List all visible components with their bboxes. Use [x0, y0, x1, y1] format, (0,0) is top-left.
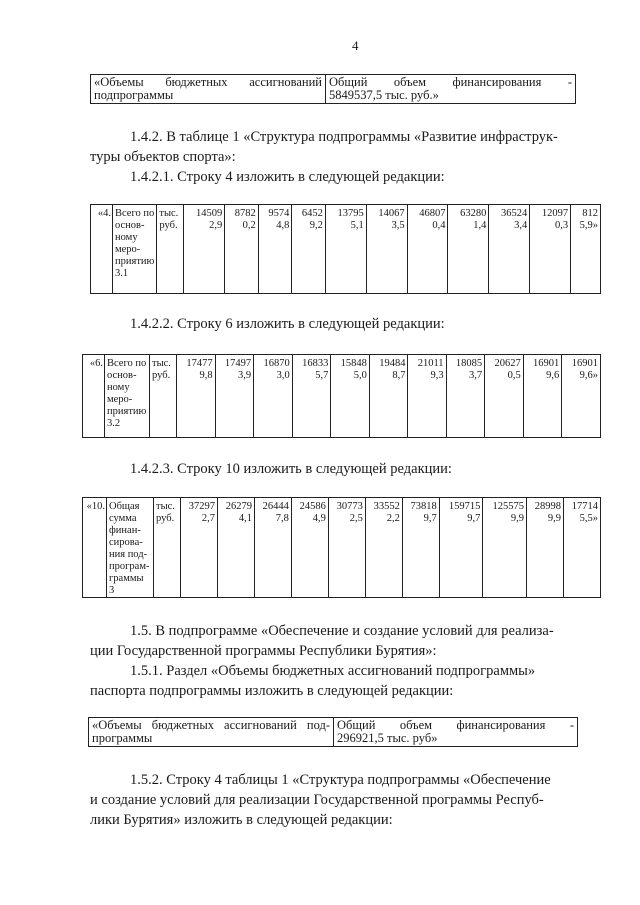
- cell-line: Общая: [109, 501, 140, 512]
- row6-value-cell: [523, 355, 562, 438]
- value-main: 6452: [301, 208, 323, 219]
- value-tail: 2,9: [209, 220, 223, 231]
- budget-value-line2: 5849537,5 тыс. руб.»: [329, 88, 439, 102]
- cell-line: граммы 3: [109, 573, 144, 596]
- row10: [83, 498, 601, 598]
- row4-value-cell: [366, 205, 407, 294]
- value-main: 19484: [379, 358, 406, 369]
- value-main: 28998: [534, 501, 561, 512]
- row4-value-cell: [407, 205, 448, 294]
- cell-line: сумма: [109, 513, 137, 524]
- para-1-5-2-line3: лики Бурятия» изложить в следующей редакции:: [90, 812, 393, 828]
- row10-value-cell: [291, 498, 328, 598]
- cell-line: приятию: [107, 406, 147, 417]
- budget-value-line1: Общий объем финансирования -: [329, 75, 572, 89]
- value-tail: 2,5: [349, 513, 363, 524]
- page-number: 4: [352, 38, 359, 53]
- row10-value-cell: [181, 498, 218, 598]
- value-tail: 0,4: [432, 220, 446, 231]
- value-main: 30773: [336, 501, 363, 512]
- value-main: 17714: [571, 501, 598, 512]
- row10-value-cell: [402, 498, 439, 598]
- row10-value-cell: [254, 498, 291, 598]
- cell-line: руб.: [159, 220, 178, 231]
- para-1-4-2-line1: 1.4.2. В таблице 1 «Структура подпрограммы «Развитие инфраструк-: [130, 129, 558, 145]
- value-main: 21011: [417, 358, 444, 369]
- row6-value-cell: [254, 355, 293, 438]
- cell-line: руб.: [152, 370, 171, 381]
- cell-line: програм-: [109, 561, 150, 572]
- cell-line: приятию: [115, 256, 155, 267]
- value-tail: 9,8: [199, 370, 213, 381]
- cell-line: финан-: [109, 525, 141, 536]
- value-main: 26279: [225, 501, 252, 512]
- cell-line: тыс.: [152, 358, 171, 369]
- row4-value-cell: [258, 205, 292, 294]
- value-main: 12097: [541, 208, 569, 219]
- value-tail: 5,1: [350, 220, 364, 231]
- value-tail: 9,6»: [579, 370, 598, 381]
- row4-table: [90, 204, 601, 294]
- value-tail: 2,7: [201, 513, 215, 524]
- cell-line: меро-: [115, 244, 141, 255]
- value-main: 24586: [299, 501, 326, 512]
- para-1-5-line2: ции Государственной программы Республики Бурятия»:: [90, 643, 437, 659]
- value-main: 14067: [378, 208, 405, 219]
- value-tail: 1,4: [473, 220, 487, 231]
- para-1-5-2-line1: 1.5.2. Строку 4 таблицы 1 «Структура подпрограммы «Обеспечение: [130, 772, 551, 788]
- budget2-label-line1: «Объемы бюджетных ассигнований под-: [92, 718, 330, 732]
- value-tail: 4,8: [276, 220, 290, 231]
- value-tail: 9,3: [430, 370, 444, 381]
- row6-value-cell: [408, 355, 446, 438]
- value-main: 15848: [340, 358, 367, 369]
- cell-line: тыс.: [156, 501, 175, 512]
- value-tail: 3,5: [391, 220, 405, 231]
- value-tail: 9,7: [423, 513, 437, 524]
- row10-table: [82, 497, 601, 598]
- value-main: 13795: [337, 208, 364, 219]
- row10-unit: [154, 498, 181, 598]
- row10-value-cell: [365, 498, 402, 598]
- budget2-value-cell: [334, 718, 578, 747]
- row4-value-cell: [184, 205, 225, 294]
- value-main: 125575: [492, 501, 524, 512]
- row4-value-cell: [571, 205, 601, 294]
- cell-line: руб.: [156, 513, 175, 524]
- budget-table-sport: [90, 74, 576, 104]
- row10-value-cell: [328, 498, 365, 598]
- row10-value-cell: [527, 498, 564, 598]
- cell-line: ному: [115, 232, 138, 243]
- cell-line: ния под-: [109, 549, 148, 560]
- value-tail: 9,2: [309, 220, 323, 231]
- row4-lead: «4.: [91, 205, 113, 294]
- value-tail: 3,9: [238, 370, 252, 381]
- value-main: 18085: [455, 358, 483, 369]
- value-tail: 5,9»: [579, 220, 598, 231]
- row6-value-cell: [562, 355, 601, 438]
- value-main: 17477: [186, 358, 213, 369]
- row4-value-cell: [292, 205, 326, 294]
- value-tail: 9,6: [546, 370, 560, 381]
- value-main: 812: [582, 208, 598, 219]
- cell-line: основ-: [107, 370, 137, 381]
- para-1-5-2-line2: и создание условий для реализации Государственной программы Респуб-: [90, 792, 544, 808]
- row10-value-cell: [217, 498, 254, 598]
- budget2-label-line2: программы: [92, 731, 153, 745]
- budget-label-cell: [91, 75, 326, 104]
- value-tail: 9,9: [510, 513, 524, 524]
- row4-value-cell: [448, 205, 489, 294]
- para-1-5-line1: 1.5. В подпрограмме «Обеспечение и создание условий для реализа-: [130, 623, 554, 639]
- para-1-4-2-2: 1.4.2.2. Строку 6 изложить в следующей редакции:: [130, 316, 445, 332]
- value-main: 73818: [410, 501, 437, 512]
- budget2-value-line1: Общий объем финансирования -: [337, 718, 574, 732]
- value-tail: 2,2: [386, 513, 400, 524]
- value-tail: 9,9: [547, 513, 561, 524]
- row4-value-cell: [225, 205, 259, 294]
- value-main: 46807: [419, 208, 446, 219]
- value-tail: 3,7: [469, 370, 483, 381]
- value-tail: 5,7: [315, 370, 329, 381]
- value-tail: 3,4: [514, 220, 528, 231]
- cell-line: 3.2: [107, 418, 121, 429]
- row6-value-cell: [292, 355, 331, 438]
- row4: [91, 205, 601, 294]
- para-1-4-2-3: 1.4.2.3. Строку 10 изложить в следующей редакции:: [130, 461, 452, 477]
- row10-lead: «10.: [83, 498, 107, 598]
- para-1-4-2-1: 1.4.2.1. Строку 4 изложить в следующей редакции:: [130, 169, 445, 185]
- value-tail: 5,0: [353, 370, 367, 381]
- value-main: 26444: [262, 501, 289, 512]
- budget-value-cell: [326, 75, 576, 104]
- value-tail: 5,5»: [579, 513, 598, 524]
- value-main: 16833: [302, 358, 329, 369]
- cell-line: тыс.: [159, 208, 179, 219]
- value-main: 9574: [268, 208, 290, 219]
- cell-line: ному: [107, 382, 130, 393]
- value-main: 16901: [533, 358, 560, 369]
- value-main: 17497: [224, 358, 252, 369]
- row6-table: [82, 354, 601, 438]
- value-main: 16901: [571, 358, 598, 369]
- row10-value-cell: [439, 498, 483, 598]
- value-tail: 7,8: [275, 513, 289, 524]
- row4-value-cell: [530, 205, 571, 294]
- value-tail: 0,2: [242, 220, 256, 231]
- para-1-4-2-line2: туры объектов спорта»:: [90, 149, 236, 165]
- cell-line: 3.1: [115, 268, 129, 279]
- row4-value-cell: [489, 205, 530, 294]
- row6-value-cell: [331, 355, 370, 438]
- row4-label: [113, 205, 157, 294]
- budget-label: «Объемы бюджетных ассигнований подпрограммы: [94, 75, 322, 102]
- value-main: 16870: [263, 358, 290, 369]
- row6-value-cell: [215, 355, 254, 438]
- cell-line: Всего по: [107, 358, 147, 369]
- row6-value-cell: [485, 355, 524, 438]
- row6-lead: «6.: [83, 355, 105, 438]
- row6-unit: [150, 355, 177, 438]
- row4-value-cell: [325, 205, 366, 294]
- row6-label: [105, 355, 150, 438]
- value-main: 33552: [373, 501, 400, 512]
- row6-value-cell: [177, 355, 216, 438]
- value-main: 63280: [460, 208, 487, 219]
- value-tail: 8,7: [392, 370, 406, 381]
- row6-value-cell: [369, 355, 408, 438]
- budget2-label-cell: [89, 718, 334, 747]
- cell-line: основ-: [115, 220, 145, 231]
- value-main: 20627: [494, 358, 521, 369]
- value-tail: 4,9: [312, 513, 326, 524]
- row10-value-cell: [483, 498, 527, 598]
- row10-label: [107, 498, 154, 598]
- row10-value-cell: [563, 498, 600, 598]
- cell-line: Всего по: [115, 208, 155, 219]
- value-tail: 9,7: [467, 513, 481, 524]
- value-tail: 3,0: [276, 370, 290, 381]
- row6-value-cell: [446, 355, 485, 438]
- row6: [83, 355, 601, 438]
- value-tail: 0,3: [554, 220, 569, 231]
- value-tail: 0,5: [507, 370, 521, 381]
- value-main: 159715: [448, 501, 481, 512]
- value-main: 36524: [500, 208, 528, 219]
- value-main: 37297: [188, 501, 215, 512]
- cell-line: сирова-: [109, 537, 143, 548]
- cell-line: меро-: [107, 394, 133, 405]
- value-main: 8782: [234, 208, 256, 219]
- value-tail: 4,1: [238, 513, 252, 524]
- para-1-5-1-line1: 1.5.1. Раздел «Объемы бюджетных ассигнований подпрограммы»: [130, 663, 536, 679]
- budget2-value-line2: 296921,5 тыс. руб»: [337, 731, 438, 745]
- para-1-5-1-line2: паспорта подпрограммы изложить в следующей редакции:: [90, 683, 454, 699]
- budget-table-support: [88, 717, 578, 747]
- value-main: 14509: [196, 208, 223, 219]
- row4-unit: [157, 205, 184, 294]
